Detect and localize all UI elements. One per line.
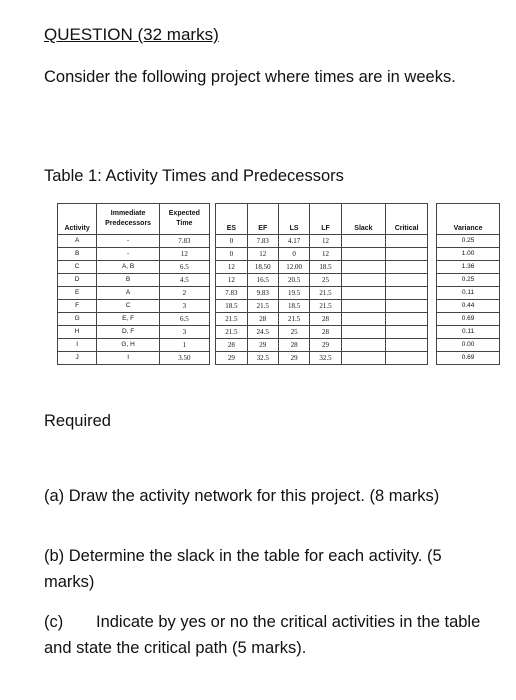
header-lf: LF (310, 204, 341, 235)
table-row (58, 248, 500, 261)
cell-predecessors: - (97, 235, 160, 248)
cell-critical (386, 274, 428, 287)
cell-expected-time: 6.5 (159, 261, 209, 274)
table-body (58, 235, 500, 365)
table-row (58, 352, 500, 365)
cell-gap (428, 235, 437, 248)
cell-lf: 21.5 (310, 287, 341, 300)
header-ef: EF (247, 204, 278, 235)
header-slack: Slack (341, 204, 385, 235)
cell-variance: 0.44 (437, 300, 500, 313)
cell-activity: B (58, 248, 97, 261)
cell-variance: 0.25 (437, 235, 500, 248)
cell-variance: 0.25 (437, 274, 500, 287)
cell-gap (428, 326, 437, 339)
cell-es: 12 (216, 274, 247, 287)
part-c (44, 609, 484, 661)
cell-ls: 19.5 (278, 287, 309, 300)
cell-expected-time: 3.50 (159, 352, 209, 365)
cell-critical (386, 326, 428, 339)
part-c-label: (c) (44, 613, 64, 631)
cell-predecessors: B (97, 274, 160, 287)
cell-ls: 21.5 (278, 313, 309, 326)
cell-expected-time: 3 (159, 326, 209, 339)
cell-gap (428, 287, 437, 300)
cell-gap (428, 274, 437, 287)
cell-ef: 18.50 (247, 261, 278, 274)
cell-gap (428, 339, 437, 352)
table-row (58, 274, 500, 287)
cell-predecessors: I (97, 352, 160, 365)
cell-predecessors: D, F (97, 326, 160, 339)
cell-es: 29 (216, 352, 247, 365)
cell-activity: E (58, 287, 97, 300)
cell-es: 12 (216, 261, 247, 274)
cell-es: 0 (216, 248, 247, 261)
cell-lf: 32.5 (310, 352, 341, 365)
cell-critical (386, 261, 428, 274)
cell-slack (341, 339, 385, 352)
part-c-text: Indicate by yes or no the critical activities in the table and state the critical path (5 marks). (44, 613, 481, 657)
cell-activity: G (58, 313, 97, 326)
header-critical: Critical (386, 204, 428, 235)
cell-predecessors: A (97, 287, 160, 300)
cell-es: 7.83 (216, 287, 247, 300)
cell-ls: 12.00 (278, 261, 309, 274)
cell-ls: 28 (278, 339, 309, 352)
part-a: (a) Draw the activity network for this project. (8 marks) (44, 487, 440, 505)
cell-es: 18.5 (216, 300, 247, 313)
part-b: (b) Determine the slack in the table for each activity. (5 marks) (44, 547, 442, 591)
header-variance: Variance (437, 204, 500, 235)
cell-activity: D (58, 274, 97, 287)
cell-critical (386, 339, 428, 352)
cell-gap (428, 300, 437, 313)
cell-predecessors: G, H (97, 339, 160, 352)
activity-table (57, 203, 500, 365)
question-title: QUESTION (32 marks) (44, 25, 219, 44)
table-row (58, 339, 500, 352)
table-row (58, 287, 500, 300)
cell-ef: 29 (247, 339, 278, 352)
cell-lf: 21.5 (310, 300, 341, 313)
cell-ls: 29 (278, 352, 309, 365)
cell-variance: 0.00 (437, 339, 500, 352)
cell-critical (386, 248, 428, 261)
table-caption: Table 1: Activity Times and Predecessors (44, 167, 344, 185)
cell-slack (341, 300, 385, 313)
cell-expected-time: 12 (159, 248, 209, 261)
cell-lf: 28 (310, 313, 341, 326)
cell-activity: H (58, 326, 97, 339)
cell-predecessors: - (97, 248, 160, 261)
header-ls: LS (278, 204, 309, 235)
header-gap (428, 204, 437, 235)
cell-gap (428, 261, 437, 274)
cell-es: 28 (216, 339, 247, 352)
cell-activity: J (58, 352, 97, 365)
cell-lf: 28 (310, 326, 341, 339)
cell-gap (428, 313, 437, 326)
cell-variance: 1.36 (437, 261, 500, 274)
cell-critical (386, 300, 428, 313)
table-row (58, 261, 500, 274)
header-es: ES (216, 204, 247, 235)
cell-ls: 18.5 (278, 300, 309, 313)
cell-ef: 28 (247, 313, 278, 326)
cell-ls: 0 (278, 248, 309, 261)
cell-expected-time: 3 (159, 300, 209, 313)
cell-expected-time: 6.5 (159, 313, 209, 326)
cell-es: 21.5 (216, 313, 247, 326)
cell-slack (341, 352, 385, 365)
cell-lf: 12 (310, 235, 341, 248)
cell-ls: 4.17 (278, 235, 309, 248)
table-row (58, 326, 500, 339)
cell-ef: 32.5 (247, 352, 278, 365)
cell-activity: I (58, 339, 97, 352)
cell-ef: 21.5 (247, 300, 278, 313)
cell-slack (341, 313, 385, 326)
header-predecessors: Immediate Predecessors (97, 204, 160, 235)
question-intro: Consider the following project where times are in weeks. (44, 68, 456, 86)
cell-slack (341, 326, 385, 339)
cell-expected-time: 2 (159, 287, 209, 300)
cell-expected-time: 4.5 (159, 274, 209, 287)
table-row (58, 300, 500, 313)
cell-slack (341, 261, 385, 274)
cell-predecessors: A, B (97, 261, 160, 274)
cell-critical (386, 287, 428, 300)
cell-lf: 25 (310, 274, 341, 287)
table-row (58, 235, 500, 248)
cell-variance: 0.11 (437, 287, 500, 300)
cell-ef: 9.83 (247, 287, 278, 300)
cell-gap (428, 248, 437, 261)
cell-slack (341, 235, 385, 248)
cell-slack (341, 287, 385, 300)
cell-ef: 7.83 (247, 235, 278, 248)
cell-slack (341, 274, 385, 287)
cell-variance: 0.69 (437, 313, 500, 326)
header-activity: Activity (58, 204, 97, 235)
cell-lf: 18.5 (310, 261, 341, 274)
cell-slack (341, 248, 385, 261)
cell-variance: 0.11 (437, 326, 500, 339)
cell-predecessors: C (97, 300, 160, 313)
cell-lf: 12 (310, 248, 341, 261)
cell-variance: 0.69 (437, 352, 500, 365)
header-expected-time: Expected Time (159, 204, 209, 235)
table-header-row (58, 204, 500, 235)
required-heading: Required (44, 412, 111, 430)
cell-lf: 29 (310, 339, 341, 352)
cell-expected-time: 7.83 (159, 235, 209, 248)
table-row (58, 313, 500, 326)
cell-ls: 20.5 (278, 274, 309, 287)
cell-expected-time: 1 (159, 339, 209, 352)
cell-activity: A (58, 235, 97, 248)
cell-es: 0 (216, 235, 247, 248)
cell-activity: F (58, 300, 97, 313)
cell-ls: 25 (278, 326, 309, 339)
cell-predecessors: E, F (97, 313, 160, 326)
cell-activity: C (58, 261, 97, 274)
cell-ef: 24.5 (247, 326, 278, 339)
cell-critical (386, 352, 428, 365)
cell-es: 21.5 (216, 326, 247, 339)
cell-variance: 1.00 (437, 248, 500, 261)
cell-ef: 16.5 (247, 274, 278, 287)
cell-critical (386, 235, 428, 248)
cell-ef: 12 (247, 248, 278, 261)
cell-gap (428, 352, 437, 365)
cell-critical (386, 313, 428, 326)
